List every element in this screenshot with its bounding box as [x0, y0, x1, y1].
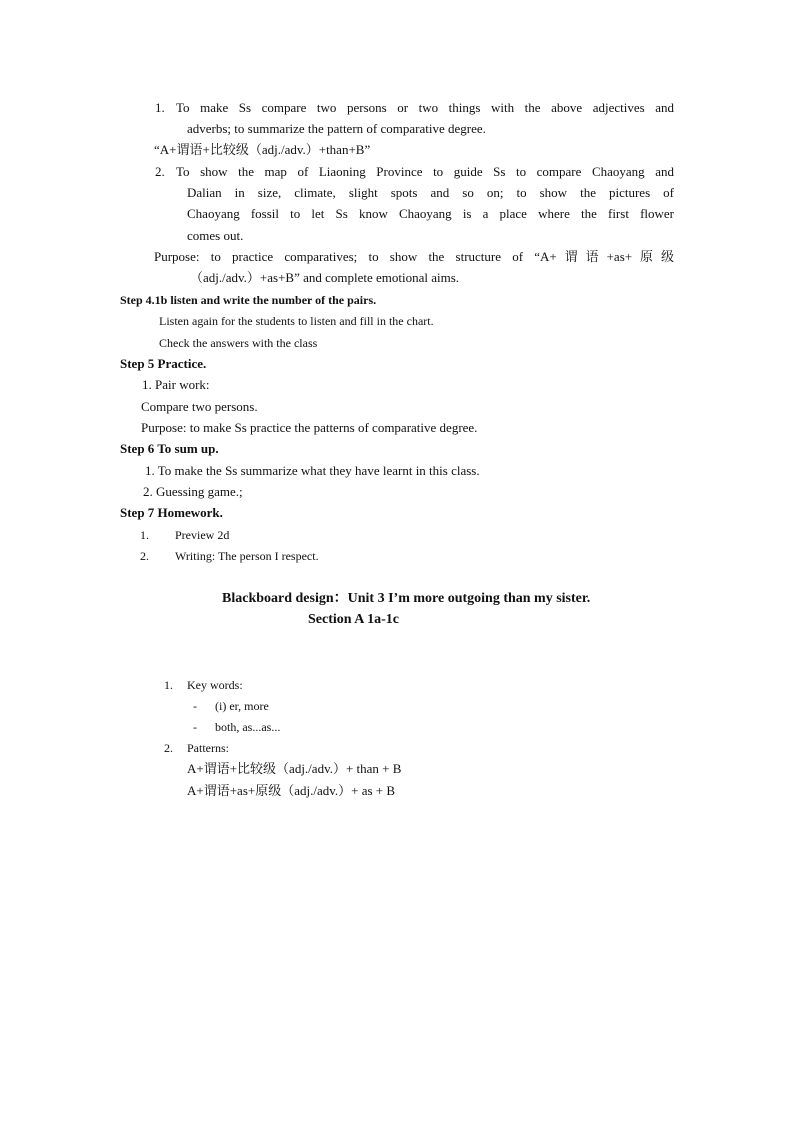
key-words-number: 1.	[164, 678, 173, 692]
pattern-2: A+谓语+as+原级（adj./adv.）+ as + B	[187, 783, 396, 798]
step-7-item-1-text: Preview 2d	[175, 528, 230, 542]
aim-2-line-4: comes out.	[187, 228, 244, 243]
step-7-item-1-number: 1.	[140, 528, 149, 542]
aim-2-line-1: To show the map of Liaoning Province to guide Ss to compare Chaoyang and	[176, 164, 674, 179]
step-5-heading: Step 5 Practice.	[120, 356, 207, 371]
step-7-item-2-text: Writing: The person I respect.	[175, 549, 319, 563]
aim-1-line-1: To make Ss compare two persons or two things with the above adjectives and	[176, 100, 674, 115]
aim-2-line-2: Dalian in size, climate, slight spots and so on; to show the pictures of	[187, 185, 674, 200]
step-5-line-2: Compare two persons.	[141, 399, 258, 414]
key-word-2-bullet: -	[193, 720, 197, 734]
key-words-label: Key words:	[187, 678, 243, 692]
step-6-heading: Step 6 To sum up.	[120, 441, 219, 456]
key-word-1-bullet: -	[193, 699, 197, 713]
patterns-number: 2.	[164, 741, 173, 755]
key-word-2: both, as...as...	[215, 720, 281, 734]
blackboard-section: Section A 1a-1c	[308, 612, 399, 627]
step-5-line-3: Purpose: to make Ss practice the patterns of comparative degree.	[141, 420, 478, 435]
aim-purpose-line-1: Purpose: to practice comparatives; to show the structure of “A+谓语+as+原级	[154, 249, 674, 264]
aim-1-line-2: adverbs; to summarize the pattern of comparative degree.	[187, 121, 486, 136]
step-6-line-1: 1. To make the Ss summarize what they have learnt in this class.	[145, 463, 480, 478]
key-word-1: (i) er, more	[215, 699, 269, 713]
step-4-heading: Step 4.1b listen and write the number of the pairs.	[120, 293, 377, 307]
aim-formula-comparative: “A+谓语+比较级（adj./adv.）+than+B”	[154, 142, 371, 157]
blackboard-title: Blackboard design：Unit 3 I’m more outgoing than my sister.	[222, 591, 591, 606]
step-6-line-2: 2. Guessing game.;	[143, 484, 243, 499]
patterns-label: Patterns:	[187, 741, 229, 755]
pattern-1: A+谓语+比较级（adj./adv.）+ than + B	[187, 761, 402, 776]
aim-1-number: 1.	[155, 100, 165, 115]
step-5-line-1: 1. Pair work:	[142, 377, 210, 392]
aim-2-line-3: Chaoyang fossil to let Ss know Chaoyang is a place where the first flower	[187, 206, 674, 221]
step-4-line-1: Listen again for the students to listen and fill in the chart.	[159, 314, 434, 328]
step-4-line-2: Check the answers with the class	[159, 336, 318, 350]
step-7-item-2-number: 2.	[140, 549, 149, 563]
aim-2-number: 2.	[155, 164, 165, 179]
step-7-heading: Step 7 Homework.	[120, 505, 223, 520]
aim-purpose-line-2: （adj./adv.）+as+B” and complete emotional aims.	[190, 270, 460, 285]
